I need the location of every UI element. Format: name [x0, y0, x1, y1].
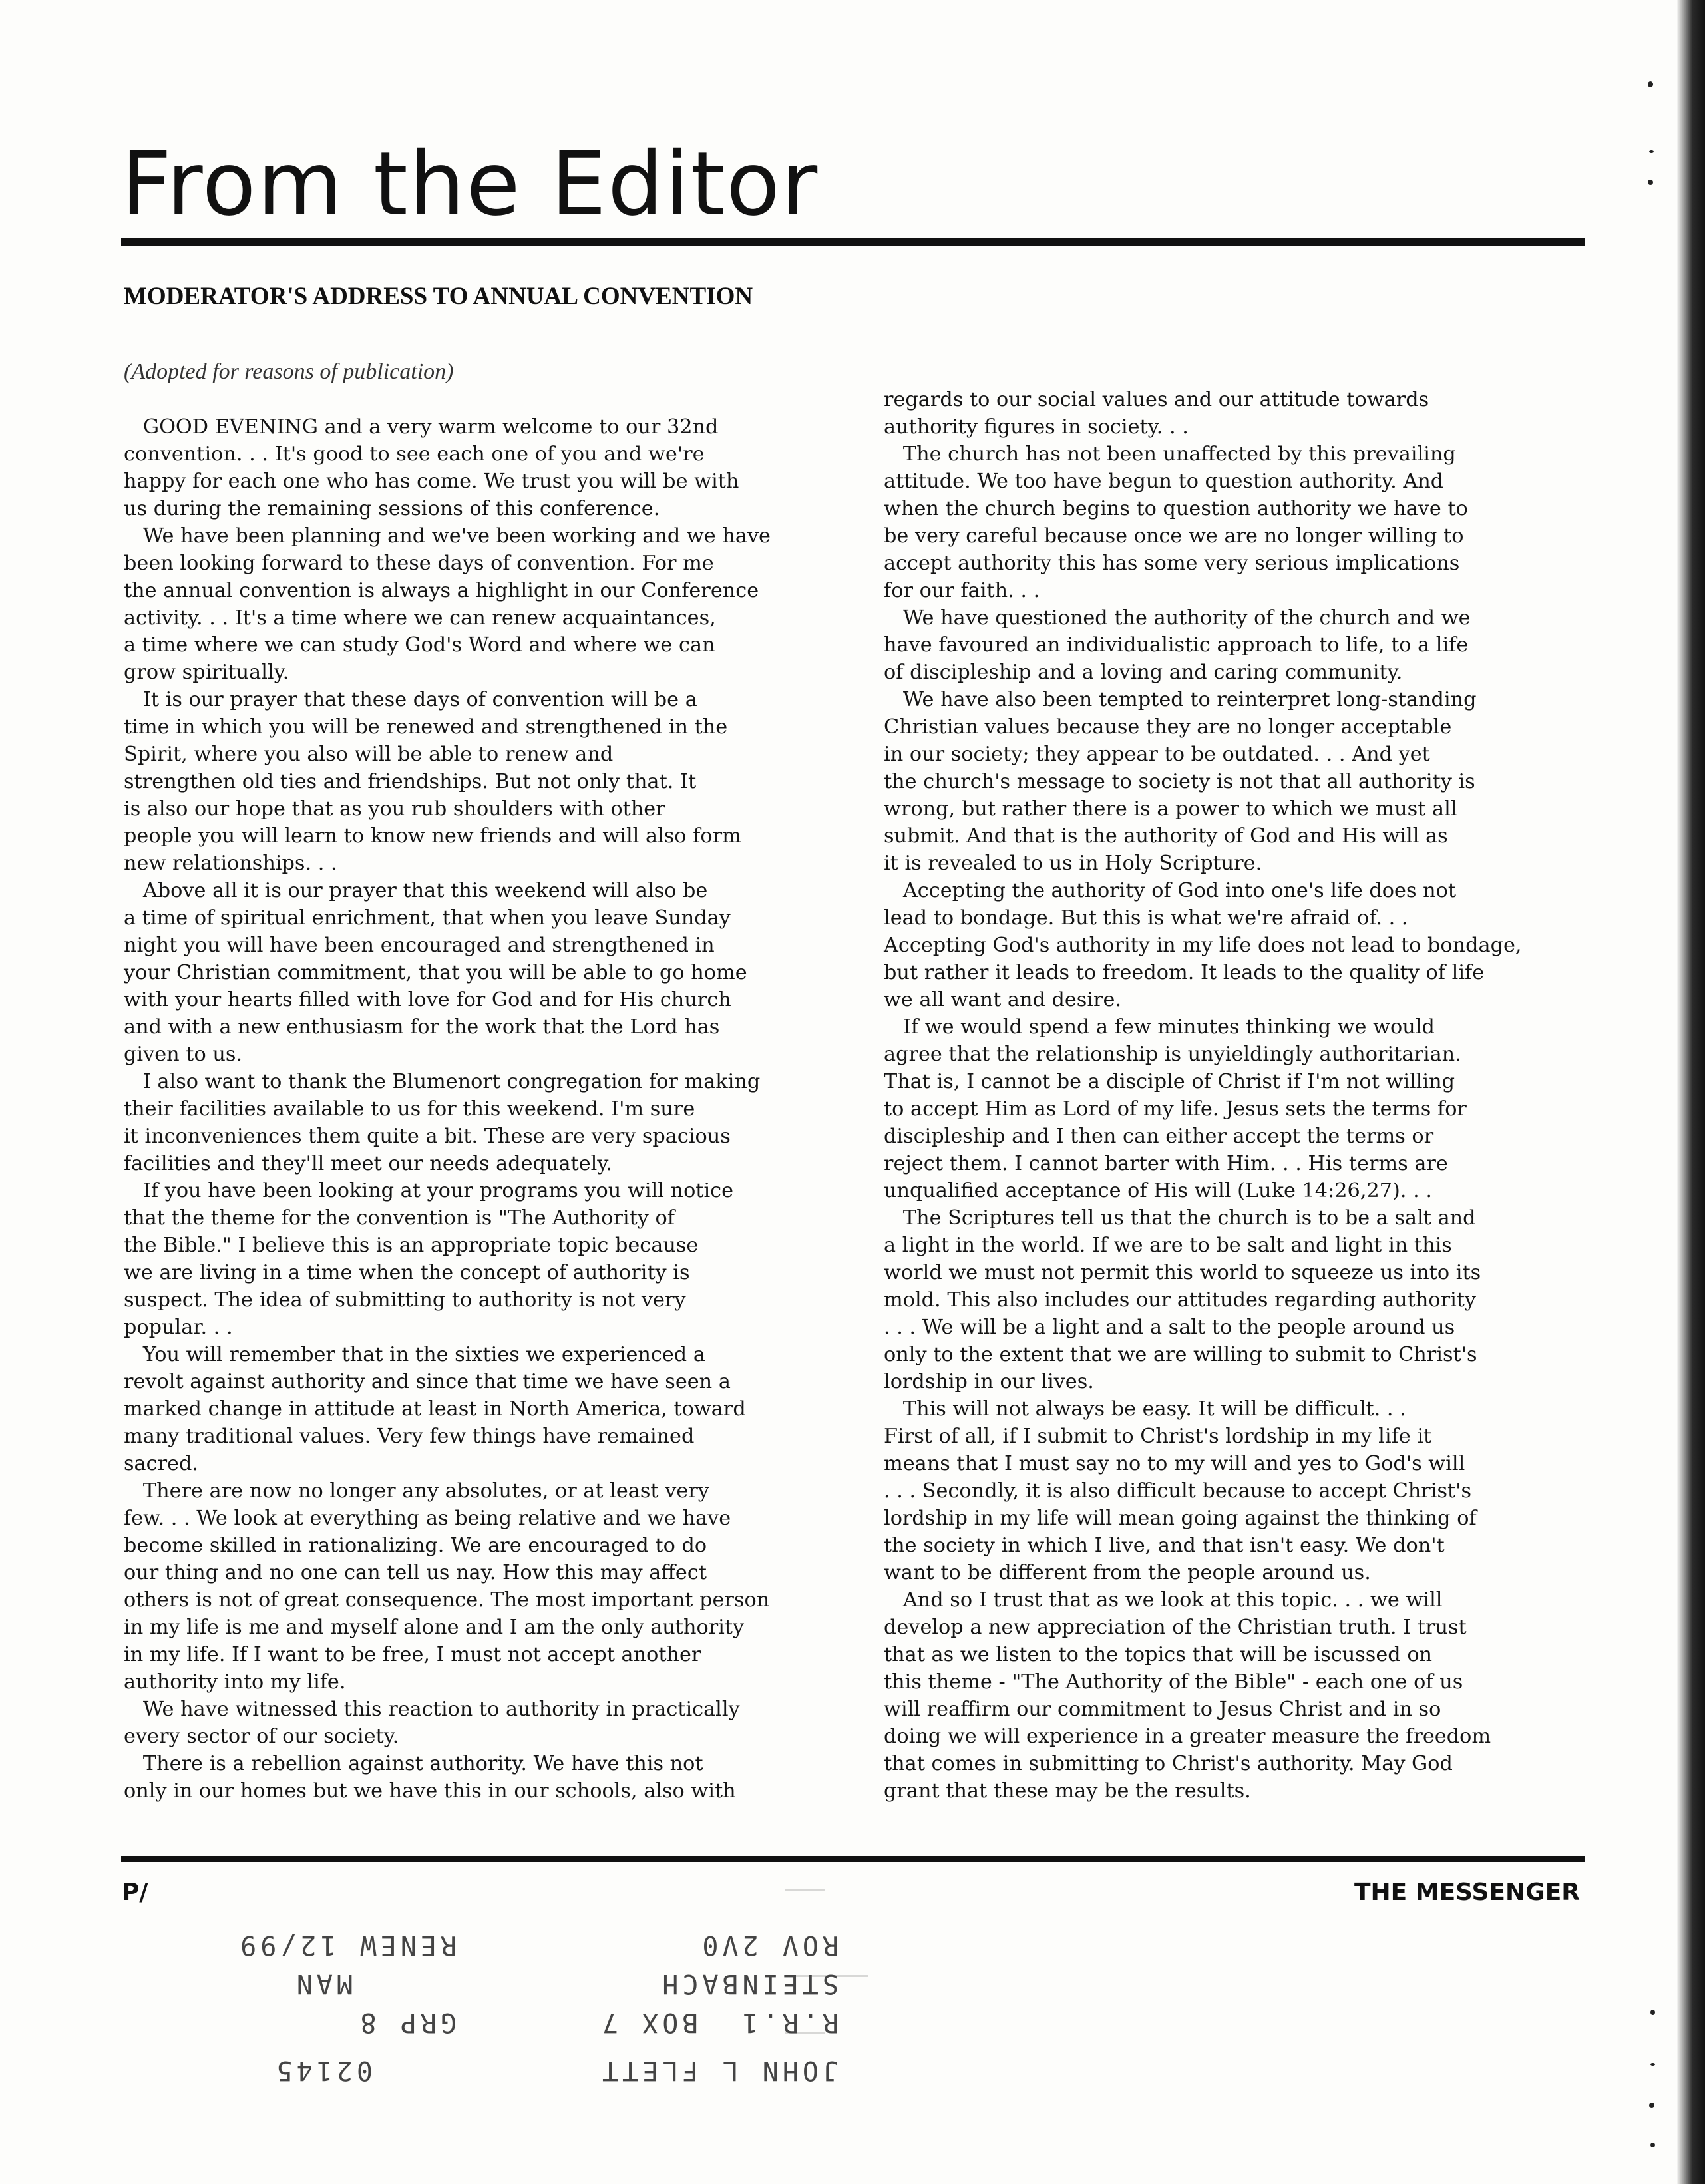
right-text-column [884, 386, 1622, 1805]
text-line: in my life. If I want to be free, I must not accept another [124, 1643, 701, 1666]
text-line: people you will learn to know new friends and will also form [124, 824, 741, 848]
text-line: revolt against authority and since that time we have seen a [124, 1370, 731, 1393]
text-line: suspect. The idea of submitting to authority is not very [124, 1288, 686, 1312]
text-line: We have been planning and we've been working and we have [124, 524, 771, 548]
text-line: we all want and desire. [884, 988, 1122, 1011]
text-line: their facilities available to us for this weekend. I'm sure [124, 1097, 695, 1121]
footer-rule [121, 1856, 1585, 1862]
label-line3-left: R.R.1 BOX 7 [598, 2007, 839, 2038]
text-line: develop a new appreciation of the Christian truth. I trust [884, 1616, 1467, 1639]
text-line: There is a rebellion against authority. We have this not [124, 1752, 703, 1775]
text-line: grow spiritually. [124, 661, 289, 684]
article-heading: MODERATOR'S ADDRESS TO ANNUAL CONVENTION [124, 283, 753, 310]
text-line: unqualified acceptance of His will (Luke 14:26,27). . . [884, 1179, 1432, 1202]
label-line2-right: MAN [292, 1968, 353, 1999]
text-line: the Bible." I believe this is an appropriate topic because [124, 1234, 699, 1257]
text-line: You will remember that in the sixties we experienced a [124, 1343, 705, 1366]
text-line: night you will have been encouraged and strengthened in [124, 934, 715, 957]
text-line: First of all, if I submit to Christ's lordship in my life it [884, 1425, 1432, 1448]
text-line: and with a new enthusiasm for the work that the Lord has [124, 1015, 720, 1039]
text-line: a light in the world. If we are to be salt and light in this [884, 1234, 1452, 1257]
text-line: become skilled in rationalizing. We are encouraged to do [124, 1534, 707, 1557]
text-line: We have also been tempted to reinterpret long-standing [884, 688, 1477, 711]
label-line1-left: ROV 2V0 [698, 1930, 839, 1960]
text-line: many traditional values. Very few things have remained [124, 1425, 695, 1448]
left-text-column [124, 413, 862, 1805]
text-line: a time where we can study God's Word and where we can [124, 634, 715, 657]
text-line: Accepting the authority of God into one's life does not [884, 879, 1457, 902]
text-line: the church's message to society is not that all authority is [884, 770, 1475, 793]
text-line: grant that these may be the results. [884, 1779, 1251, 1803]
text-line: the society in which I live, and that isn't easy. We don't [884, 1534, 1445, 1557]
text-line: is also our hope that as you rub shoulders with other [124, 797, 665, 820]
text-line: your Christian commitment, that you will be able to go home [124, 961, 747, 984]
text-line: submit. And that is the authority of God and His will as [884, 824, 1448, 848]
text-line: it is revealed to us in Holy Scripture. [884, 852, 1262, 875]
text-line: few. . . We look at everything as being relative and we have [124, 1507, 731, 1530]
text-line: wrong, but rather there is a power to which we must all [884, 797, 1457, 820]
text-line: our thing and no one can tell us nay. How this may affect [124, 1561, 707, 1584]
text-line: others is not of great consequence. The most important person [124, 1588, 770, 1612]
text-line: agree that the relationship is unyieldingly authoritarian. [884, 1043, 1461, 1066]
text-line: be very careful because once we are no longer willing to [884, 524, 1464, 548]
text-line: Above all it is our prayer that this weekend will also be [124, 879, 708, 902]
text-line: that the theme for the convention is "The Authority of [124, 1206, 675, 1230]
title-rule [121, 238, 1585, 246]
text-line: There are now no longer any absolutes, or at least very [124, 1479, 709, 1503]
text-line: If you have been looking at your programs you will notice [124, 1179, 734, 1202]
text-line: It is our prayer that these days of convention will be a [124, 688, 697, 711]
label-line2-left: STEINBACH [658, 1968, 839, 1999]
text-line: reject them. I cannot barter with Him. . . His terms are [884, 1152, 1448, 1175]
text-line: strengthen old ties and friendships. But not only that. It [124, 770, 697, 793]
label-line1-right: RENEW 12/99 [236, 1930, 457, 1960]
text-line: regards to our social values and our attitude towards [884, 388, 1429, 411]
text-line: when the church begins to question authority we have to [884, 497, 1468, 520]
text-line: this theme - "The Authority of the Bible" - each one of us [884, 1670, 1463, 1694]
text-line: lordship in our lives. [884, 1370, 1094, 1393]
text-line: means that I must say no to my will and yes to God's will [884, 1452, 1465, 1475]
text-line: facilities and they'll meet our needs adequately. [124, 1152, 613, 1175]
text-line: Spirit, where you also will be able to renew and [124, 743, 614, 766]
text-line: authority into my life. [124, 1670, 346, 1694]
text-line: If we would spend a few minutes thinking we would [884, 1015, 1435, 1039]
text-line: the annual convention is always a highlight in our Conference [124, 579, 759, 602]
footer-page-label: P/ [122, 1879, 148, 1906]
text-line: been looking forward to these days of convention. For me [124, 552, 714, 575]
label-edge-mark [785, 1889, 825, 1891]
text-line: us during the remaining sessions of this conference. [124, 497, 660, 520]
text-line: every sector of our society. [124, 1725, 399, 1748]
text-line: want to be different from the people around us. [884, 1561, 1371, 1584]
label-line4-right: 02145 [272, 2055, 373, 2086]
text-line: We have questioned the authority of the church and we [884, 606, 1471, 630]
text-line: of discipleship and a loving and caring community. [884, 661, 1403, 684]
text-line: only to the extent that we are willing to submit to Christ's [884, 1343, 1477, 1366]
text-line: for our faith. . . [884, 579, 1040, 602]
text-line: lead to bondage. But this is what we're afraid of. . . [884, 906, 1408, 930]
text-line: we are living in a time when the concept of authority is [124, 1261, 690, 1284]
label-line3-right: GRP 8 [356, 2007, 457, 2038]
dust-speck [1649, 2103, 1654, 2108]
text-line: Accepting God's authority in my life does not lead to bondage, [884, 934, 1522, 957]
text-line: Christian values because they are no longer acceptable [884, 715, 1452, 739]
label-line4-left: JOHN L FLETT [598, 2055, 839, 2086]
text-line: convention. . . It's good to see each one of you and we're [124, 443, 705, 466]
text-line: popular. . . [124, 1316, 233, 1339]
text-line: This will not always be easy. It will be difficult. . . [884, 1397, 1406, 1421]
text-line: to accept Him as Lord of my life. Jesus sets the terms for [884, 1097, 1467, 1121]
text-line: discipleship and I then can either accept the terms or [884, 1125, 1434, 1148]
dust-speck [1648, 81, 1653, 87]
text-line: will reaffirm our commitment to Jesus Christ and in so [884, 1698, 1441, 1721]
text-line: that as we listen to the topics that will be iscussed on [884, 1643, 1433, 1666]
text-line: We have witnessed this reaction to authority in practically [124, 1698, 740, 1721]
text-line: lordship in my life will mean going against the thinking of [884, 1507, 1477, 1530]
text-line: with your hearts filled with love for God and for His church [124, 988, 731, 1011]
page-title: From the Editor [121, 133, 819, 236]
text-line: GOOD EVENING and a very warm welcome to our 32nd [124, 415, 719, 439]
dust-speck [1648, 180, 1653, 185]
text-line: . . . We will be a light and a salt to the people around us [884, 1316, 1455, 1339]
page-edge-shadow [1677, 0, 1705, 2184]
text-line: happy for each one who has come. We trust you will be with [124, 470, 739, 493]
text-line: And so I trust that as we look at this topic. . . we will [884, 1588, 1443, 1612]
text-line: but rather it leads to freedom. It leads to the quality of life [884, 961, 1485, 984]
text-line: authority figures in society. . . [884, 415, 1189, 439]
text-line: that comes in submitting to Christ's authority. May God [884, 1752, 1453, 1775]
text-line: doing we will experience in a greater measure the freedom [884, 1725, 1491, 1748]
text-line: attitude. We too have begun to question authority. And [884, 470, 1444, 493]
article-subtitle: (Adopted for reasons of publication) [124, 359, 454, 384]
text-line: new relationships. . . [124, 852, 337, 875]
footer-publication-name: THE MESSENGER [1354, 1879, 1580, 1906]
text-line: marked change in attitude at least in North America, toward [124, 1397, 746, 1421]
text-line: I also want to thank the Blumenort congregation for making [124, 1070, 761, 1093]
dust-speck [1650, 2063, 1655, 2066]
text-line: it inconveniences them quite a bit. These are very spacious [124, 1125, 731, 1148]
dust-speck [1650, 2010, 1655, 2015]
text-line: given to us. [124, 1043, 243, 1066]
text-line: time in which you will be renewed and strengthened in the [124, 715, 728, 739]
text-line: sacred. [124, 1452, 199, 1475]
text-line: . . . Secondly, it is also difficult because to accept Christ's [884, 1479, 1472, 1503]
text-line: in our society; they appear to be outdated. . . And yet [884, 743, 1430, 766]
text-line: a time of spiritual enrichment, that when you leave Sunday [124, 906, 731, 930]
dust-speck [1650, 2143, 1655, 2147]
text-line: have favoured an individualistic approach to life, to a life [884, 634, 1469, 657]
text-line: That is, I cannot be a disciple of Christ if I'm not willing [884, 1070, 1455, 1093]
text-line: The church has not been unaffected by this prevailing [884, 443, 1456, 466]
text-line: activity. . . It's a time where we can renew acquaintances, [124, 606, 716, 630]
text-line: world we must not permit this world to squeeze us into its [884, 1261, 1481, 1284]
dust-speck [1649, 150, 1654, 153]
text-line: accept authority this has some very serious implications [884, 552, 1460, 575]
text-line: only in our homes but we have this in our schools, also with [124, 1779, 736, 1803]
text-line: The Scriptures tell us that the church is to be a salt and [884, 1206, 1476, 1230]
text-line: mold. This also includes our attitudes regarding authority [884, 1288, 1477, 1312]
text-line: in my life is me and myself alone and I am the only authority [124, 1616, 745, 1639]
mailing-label [200, 1897, 865, 2116]
